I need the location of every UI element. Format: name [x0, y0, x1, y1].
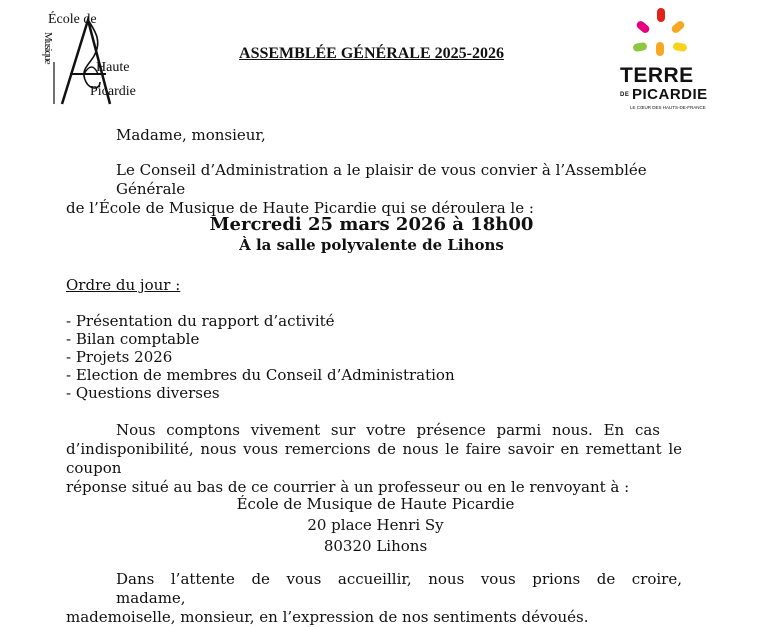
- logo-de-text: DE: [620, 92, 630, 98]
- logo-terre-text: TERRE: [620, 64, 694, 87]
- address-name: École de Musique de Haute Picardie: [236, 495, 515, 513]
- presence-line-2: d’indisponibilité, nous vous remercions de nous le faire savoir en remettant le coupon: [66, 440, 682, 477]
- logo-tagline: LE CŒUR DES HAUTS-DE-FRANCE: [630, 105, 706, 110]
- postal-address: [0, 494, 759, 557]
- agenda-item: - Projets 2026: [66, 348, 173, 366]
- presence-paragraph: [66, 421, 682, 497]
- school-logo-line2: Musique: [42, 32, 54, 64]
- presence-line-1: Nous comptons vivement sur votre présence parmi nous. En cas: [116, 421, 660, 439]
- school-logo-line3: Haute: [96, 60, 130, 75]
- agenda-title: Ordre du jour :: [66, 276, 181, 294]
- agenda-item: - Election de membres du Conseil d’Administration: [66, 366, 455, 384]
- intro-paragraph: [66, 161, 686, 218]
- salutation: Madame, monsieur,: [116, 126, 266, 144]
- closing-line-1: Dans l’attente de vous accueillir, nous vous prions de croire, madame,: [116, 570, 682, 607]
- intro-line-2: de l’École de Musique de Haute Picardie qui se déroulera le :: [66, 199, 534, 217]
- closing-line-2: mademoiselle, monsieur, en l’expression de nos sentiments dévoués.: [66, 608, 589, 626]
- presence-line-1-wrap: [66, 421, 682, 440]
- agenda-list: [66, 312, 455, 402]
- document-title: ASSEMBLÉE GÉNÉRALE 2025-2026: [239, 45, 504, 62]
- closing-paragraph: [66, 570, 682, 627]
- event-date: Mercredi 25 mars 2026 à 18h00: [209, 214, 534, 235]
- intro-line-1: Le Conseil d’Administration a le plaisir de vous convier à l’Assemblée Générale: [116, 161, 647, 198]
- agenda-item: - Présentation du rapport d’activité: [66, 312, 335, 330]
- school-logo-line1: École de: [48, 12, 97, 27]
- event-place: À la salle polyvalente de Lihons: [239, 236, 504, 254]
- address-street: 20 place Henri Sy: [307, 516, 444, 534]
- presence-line-3: réponse situé au bas de ce courrier à un professeur ou en le renvoyant à :: [66, 478, 630, 496]
- agenda-item: - Questions diverses: [66, 384, 220, 402]
- agenda-item: - Bilan comptable: [66, 330, 200, 348]
- logo-picardie-text: PICARDIE: [632, 86, 708, 103]
- address-city: 80320 Lihons: [323, 537, 428, 555]
- school-logo-line4: Picardie: [90, 84, 136, 99]
